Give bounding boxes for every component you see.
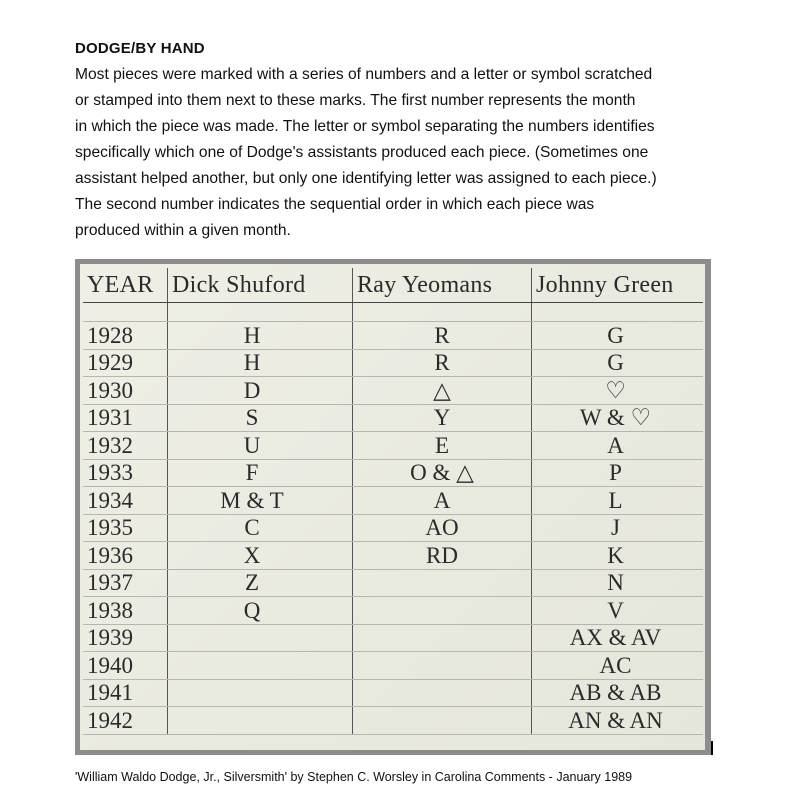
table-row [83,487,703,515]
year-cell: 1928 [83,322,168,350]
header-dick-shuford: Dick Shuford [168,268,353,303]
paragraph-line: assistant helped another, but only one identifying letter was assigned to each piece.) [75,170,657,187]
year-cell: 1936 [83,542,168,570]
shuford-mark-cell: Q [168,597,353,625]
green-mark-cell: AB & AB [532,679,704,707]
shuford-mark-cell: Z [168,569,353,597]
spacer-cell [532,303,704,322]
paragraph-line: Most pieces were marked with a series of numbers and a letter or symbol scratched [75,66,653,83]
table-row [83,679,703,707]
paragraph-line: specifically which one of Dodge's assistants produced each piece. (Sometimes one [75,144,649,161]
green-mark-cell: AX & AV [532,624,704,652]
yeomans-mark-cell: O & △ [353,459,532,487]
green-mark-cell: ♡ [532,377,704,405]
year-cell: 1939 [83,624,168,652]
year-cell: 1935 [83,514,168,542]
shuford-mark-cell: S [168,404,353,432]
table-row [83,624,703,652]
green-mark-cell: AC [532,652,704,680]
yeomans-mark-cell: A [353,487,532,515]
table-body [83,303,703,735]
green-mark-cell: G [532,322,704,350]
shuford-mark-cell: H [168,349,353,377]
paper-background [80,264,705,750]
table-header-row [83,268,703,303]
header-year: YEAR [83,268,168,303]
green-mark-cell: AN & AN [532,707,704,735]
table-row [83,459,703,487]
section-heading: DODGE/BY HAND [75,40,205,57]
paragraph-line: produced within a given month. [75,222,291,239]
green-mark-cell: P [532,459,704,487]
green-mark-cell: V [532,597,704,625]
source-caption: 'William Waldo Dodge, Jr., Silversmith' by Stephen C. Worsley in Carolina Comments - January 1989 [75,770,633,784]
yeomans-mark-cell [353,679,532,707]
yeomans-mark-cell [353,569,532,597]
maker-marks-table [83,268,703,735]
year-cell: 1931 [83,404,168,432]
shuford-mark-cell: C [168,514,353,542]
year-cell: 1929 [83,349,168,377]
yeomans-mark-cell: Y [353,404,532,432]
maker-marks-table-image [75,259,711,755]
table-row [83,349,703,377]
shuford-mark-cell [168,707,353,735]
year-cell: 1938 [83,597,168,625]
yeomans-mark-cell: R [353,349,532,377]
green-mark-cell: K [532,542,704,570]
year-cell: 1940 [83,652,168,680]
green-mark-cell: N [532,569,704,597]
shuford-mark-cell: H [168,322,353,350]
yeomans-mark-cell: E [353,432,532,460]
yeomans-mark-cell: △ [353,377,532,405]
year-cell: 1941 [83,679,168,707]
yeomans-mark-cell [353,707,532,735]
paragraph-line: or stamped into them next to these marks. The first number represents the month [75,92,636,109]
description-paragraph [75,62,745,244]
green-mark-cell: J [532,514,704,542]
yeomans-mark-cell: R [353,322,532,350]
year-cell: 1930 [83,377,168,405]
shuford-mark-cell [168,624,353,652]
year-cell: 1934 [83,487,168,515]
year-cell: 1937 [83,569,168,597]
green-mark-cell: W & ♡ [532,404,704,432]
header-johnny-green: Johnny Green [532,268,704,303]
table-row [83,432,703,460]
yeomans-mark-cell [353,597,532,625]
table-row [83,569,703,597]
spacer-cell [168,303,353,322]
spacer-cell [353,303,532,322]
table-row [83,377,703,405]
shuford-mark-cell: X [168,542,353,570]
yeomans-mark-cell: AO [353,514,532,542]
green-mark-cell: A [532,432,704,460]
spacer-row [83,303,703,322]
table-row [83,597,703,625]
text-cursor [711,741,713,755]
paragraph-line: in which the piece was made. The letter or symbol separating the numbers identifies [75,118,655,135]
table-row [83,707,703,735]
green-mark-cell: L [532,487,704,515]
shuford-mark-cell: F [168,459,353,487]
shuford-mark-cell: D [168,377,353,405]
table-row [83,322,703,350]
table-row [83,542,703,570]
shuford-mark-cell: M & T [168,487,353,515]
paragraph-line: The second number indicates the sequential order in which each piece was [75,196,595,213]
yeomans-mark-cell: RD [353,542,532,570]
table-row [83,404,703,432]
shuford-mark-cell [168,679,353,707]
shuford-mark-cell: U [168,432,353,460]
year-cell: 1932 [83,432,168,460]
year-cell: 1942 [83,707,168,735]
shuford-mark-cell [168,652,353,680]
spacer-cell [83,303,168,322]
yeomans-mark-cell [353,624,532,652]
table-row [83,514,703,542]
year-cell: 1933 [83,459,168,487]
yeomans-mark-cell [353,652,532,680]
table-row [83,652,703,680]
header-ray-yeomans: Ray Yeomans [353,268,532,303]
green-mark-cell: G [532,349,704,377]
